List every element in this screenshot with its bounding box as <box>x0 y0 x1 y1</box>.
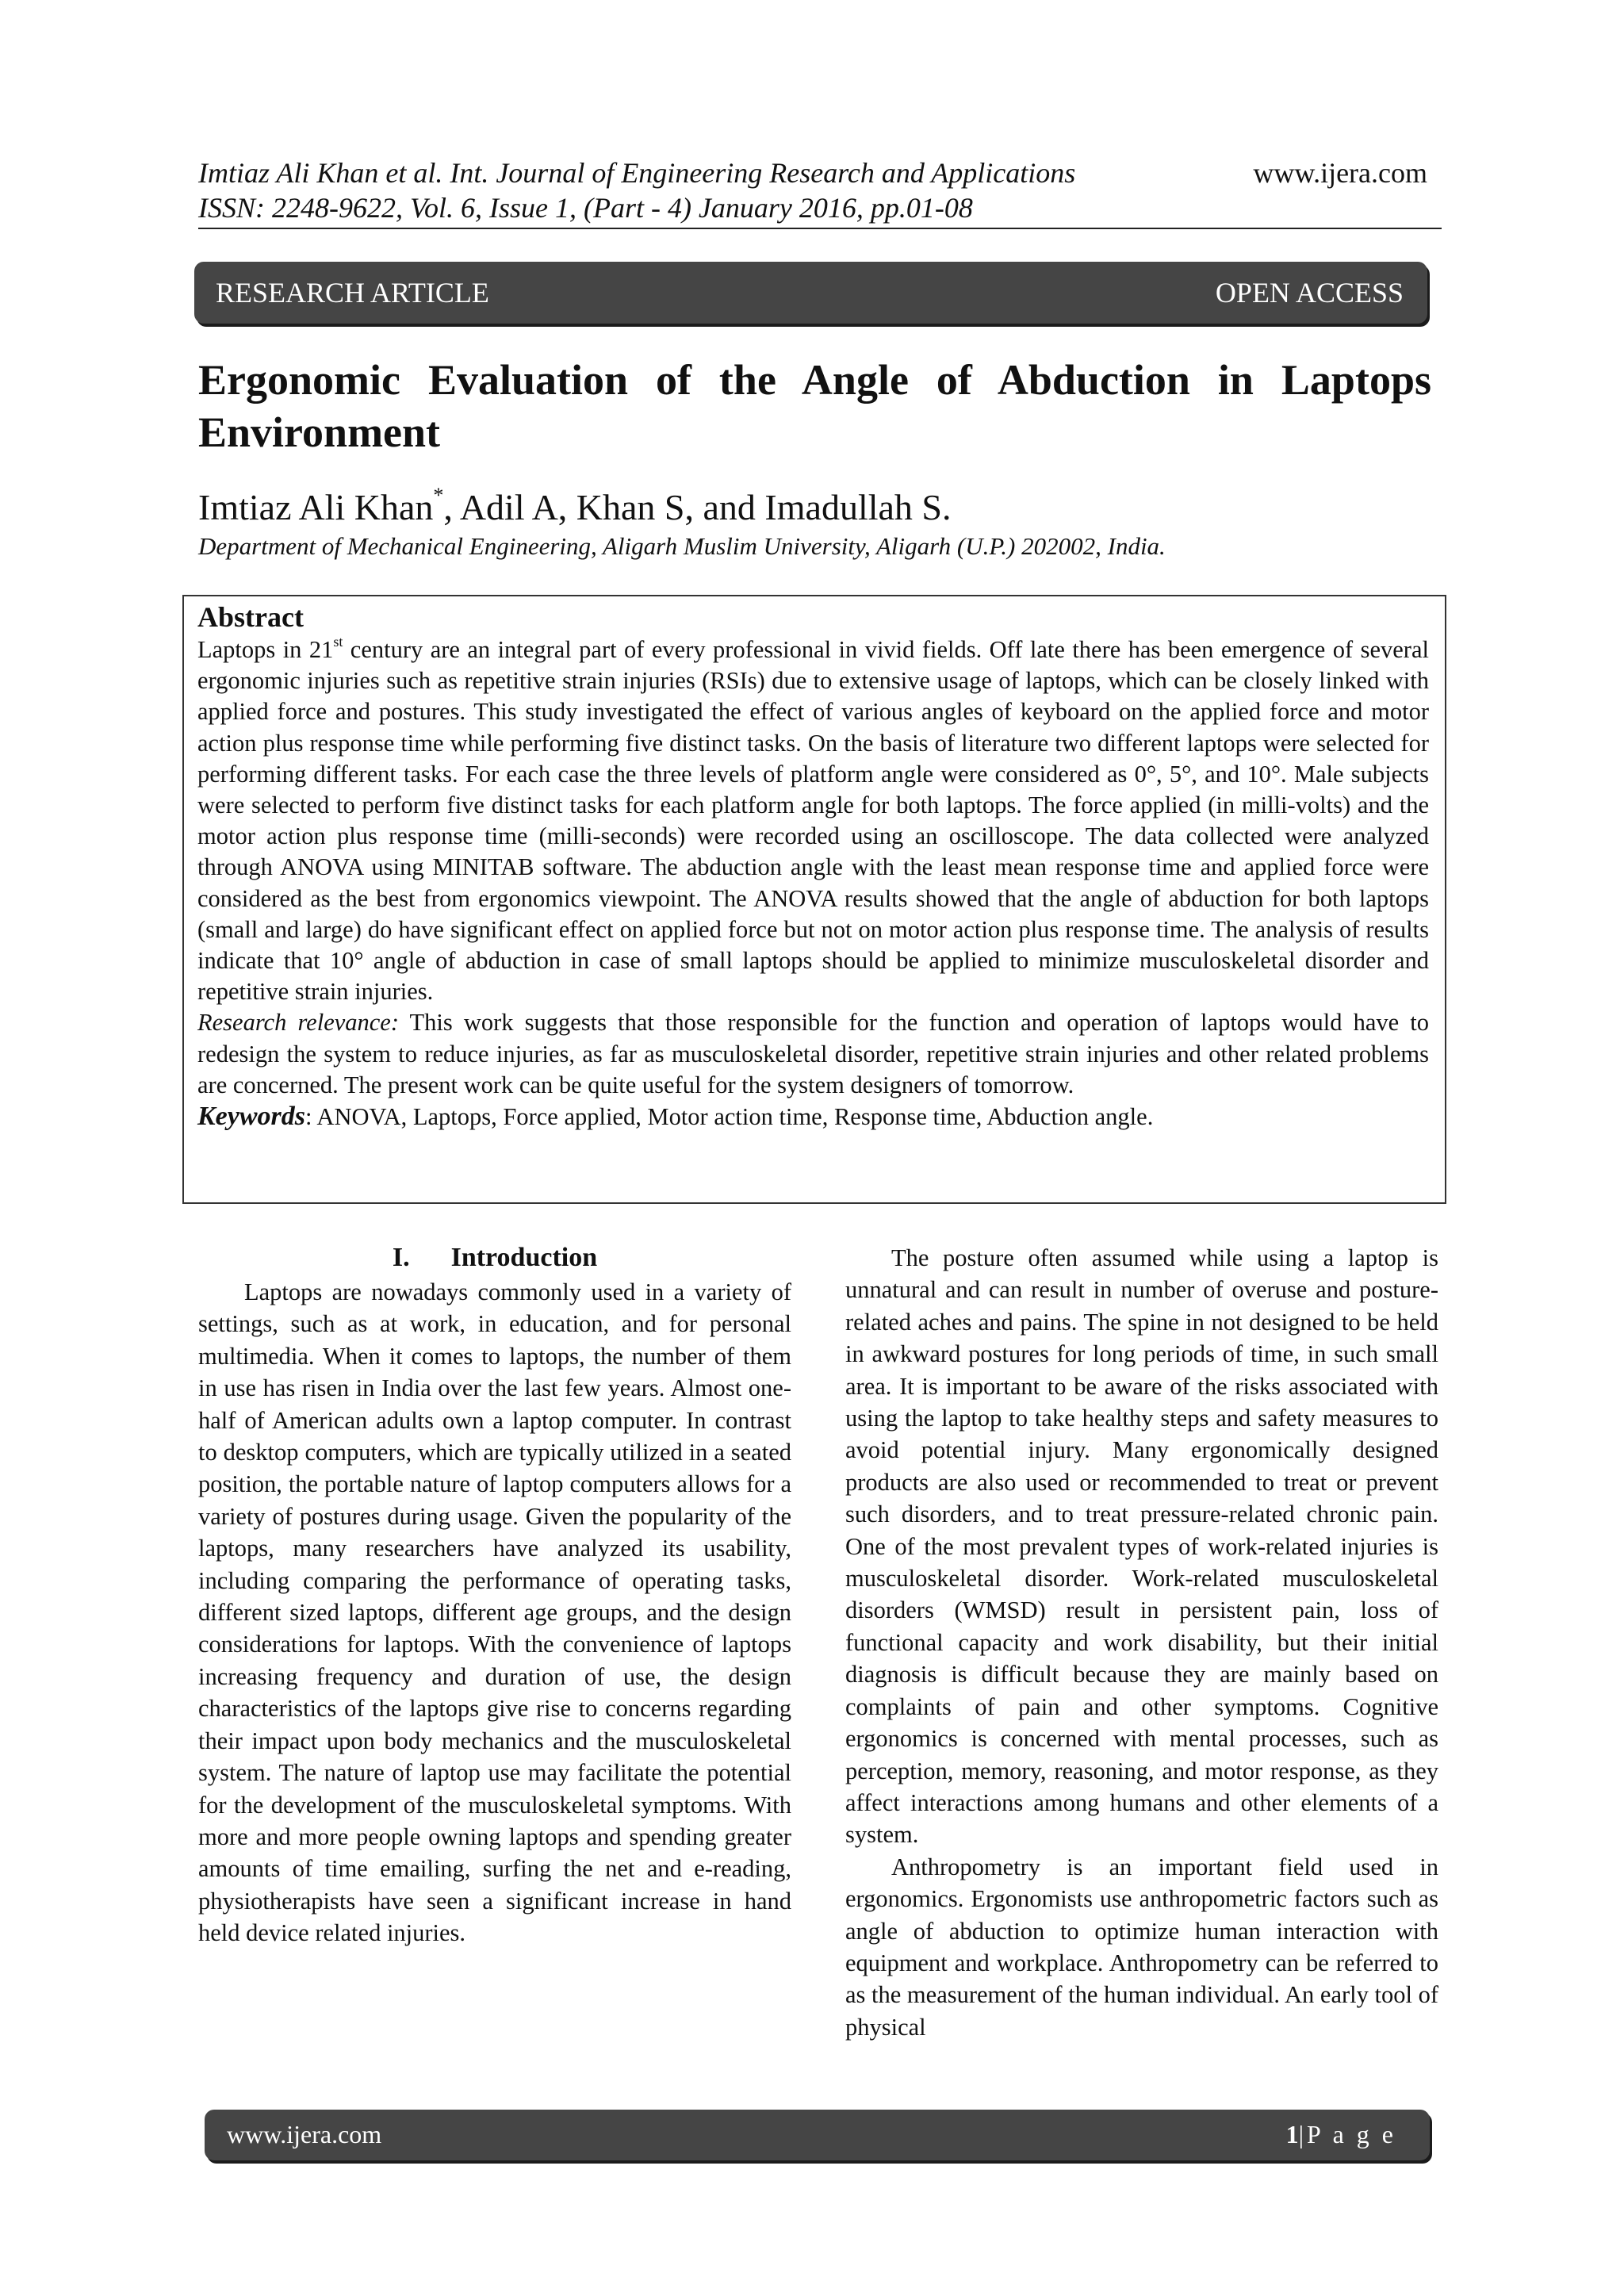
access-type-label: OPEN ACCESS <box>1215 277 1404 309</box>
affiliation: Department of Mechanical Engineering, Aligarh Muslim University, Aligarh (U.P.) 202002, India. <box>198 532 1166 560</box>
corresponding-author: Imtiaz Ali Khan <box>198 487 434 527</box>
keywords <box>197 1101 1429 1133</box>
header-website-link[interactable]: www.ijera.com <box>1253 157 1427 189</box>
issn-line: ISSN: 2248-9622, Vol. 6, Issue 1, (Part - 4) January 2016, pp.01-08 <box>198 192 973 224</box>
journal-citation-line: Imtiaz Ali Khan et al. Int. Journal of Engineering Research and Applications <box>198 157 1076 189</box>
article-type-banner <box>194 262 1427 324</box>
corresponding-author-mark: * <box>433 484 444 507</box>
page-number: 1 <box>1285 2120 1299 2148</box>
intro-paragraph-1: Laptops are nowadays commonly used in a variety of settings, such as at work, in education, and for personal multimedia. When it comes to laptops, the number of them in use has risen in India over the last few years. Almost one-half of American adults own a laptop computer. In contrast to desktop computers, which are typically utilized in a seated position, the portable nature of laptop computers allows for a variety of postures during usage. Given the popularity of the laptops, many researchers have analyzed its usability, including comparing the performance of operating tasks, different sized laptops, different age groups, and the design considerations for laptops. With the convenience of laptops increasing frequency and duration of use, the design characteristics of the laptops give rise to concerns regarding their impact upon body mechanics and the musculoskeletal system. The nature of laptop use may facilitate the potential for the development of the musculoskeletal symptoms. With more and more people owning laptops and spending greater amounts of time emailing, surfing the net and e-reading, physiotherapists have seen a significant increase in hand held device related injuries. <box>198 1278 791 1947</box>
running-header <box>198 155 1427 225</box>
keywords-list: : ANOVA, Laptops, Force applied, Motor action time, Response time, Abduction angle. <box>305 1103 1154 1131</box>
co-authors: , Adil A, Khan S, and Imadullah S. <box>443 487 952 527</box>
keywords-label: Keywords <box>197 1102 305 1132</box>
abstract-text: Laptops in 21st century are an integral part of every professional in vivid fields. Off late there has been emergence of several ergonomic injuries such as repetitive strain injuries (RSIs) due to extensive usage of laptops, which can be closely linked with applied force and postures. This study investigated the effect of various angles of keyboard on the applied force and motor action plus response time while performing five distinct tasks. On the basis of literature two different laptops were selected for performing different tasks. For each case the three levels of platform angle were considered as 0°, 5°, and 10°. Male subjects were selected to perform five distinct tasks for each platform angle for both laptops. The force applied (in milli-volts) and the motor action plus response time (milli-seconds) were recorded using an oscilloscope. The data collected were analyzed through ANOVA using MINITAB software. The abduction angle with the least mean response time and applied force were considered as the best from ergonomics viewpoint. The ANOVA results showed that the angle of abduction for both laptops (small and large) do have significant effect on applied force but not on motor action plus response time. The analysis of results indicate that 10° angle of abduction in case of small laptops should be applied to minimize musculoskeletal disorder and repetitive strain injuries. <box>197 634 1429 1006</box>
left-column <box>198 1276 791 1949</box>
page-footer <box>205 2110 1430 2160</box>
paper-title: Ergonomic Evaluation of the Angle of Abduction in Laptops Environment <box>198 356 1431 456</box>
abstract-heading: Abstract <box>197 601 304 633</box>
research-relevance-label: Research relevance: <box>197 1009 399 1037</box>
author-list <box>198 485 952 530</box>
right-column <box>845 1242 1438 2043</box>
section-title: Introduction <box>450 1243 598 1272</box>
footer-website-link[interactable]: www.ijera.com <box>227 2120 382 2148</box>
page-indicator <box>1286 2120 1396 2149</box>
page-label: |P a g e <box>1298 2120 1396 2148</box>
research-relevance: Research relevance: This work suggests that those responsible for the function and operation of laptops would have to redesign the system to reduce injuries, as far as musculoskeletal disorder, repetitive strain injuries and other related problems are concerned. The present work can be quite useful for the system designers of tomorrow. <box>197 1009 1429 1098</box>
article-type-label: RESEARCH ARTICLE <box>216 277 489 309</box>
intro-paragraph-2: The posture often assumed while using a laptop is unnatural and can result in number of overuse and posture-related aches and pains. The spine in not designed to be held in awkward postures for long periods of time, in such small area. It is important to be aware of the risks associated with using the laptop to take healthy steps and safety measures to avoid potential injury. Many ergonomically designed products are also used or recommended to treat or prevent such disorders, and to treat pressure-related chronic pain. One of the most prevalent types of work-related injuries is musculoskeletal disorder. Work-related musculoskeletal disorders (WMSD) result in persistent pain, loss of functional capacity and work disability, but their initial diagnosis is difficult because they are mainly based on complaints of pain and other symptoms. Cognitive ergonomics is concerned with mental processes, such as perception, memory, reasoning, and motor response, as they affect interactions among humans and other elements of a system. <box>845 1244 1438 1849</box>
header-divider <box>198 228 1442 229</box>
section-heading <box>198 1241 791 1274</box>
section-number: I. <box>392 1243 410 1272</box>
intro-paragraph-3: Anthropometry is an important field used in ergonomics. Ergonomists use anthropometric factors such as angle of abduction to optimize human interaction with equipment and workplace. Anthropometry can be referred to as the measurement of the human individual. An early tool of physical <box>845 1853 1438 2041</box>
abstract-body <box>197 634 1429 1133</box>
